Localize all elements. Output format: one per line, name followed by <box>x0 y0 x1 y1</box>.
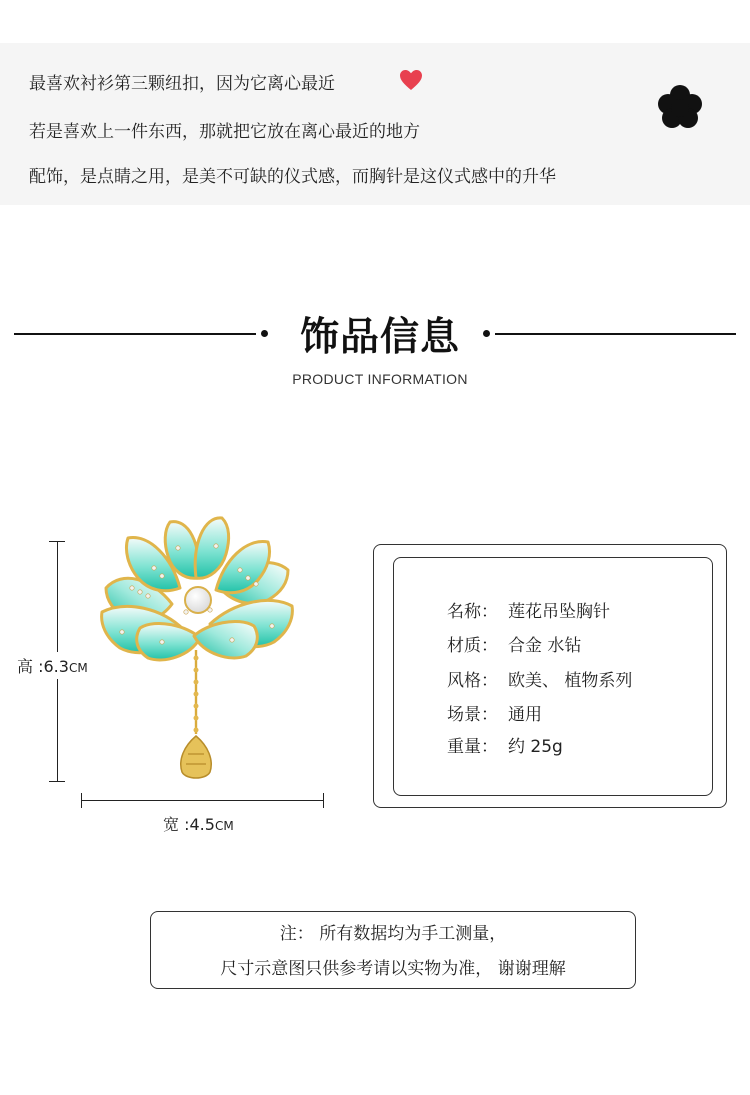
intro-line-1: 最喜欢衬衫第三颗纽扣，因为它离心最近 <box>29 74 335 94</box>
width-dimension-cap-left <box>81 793 82 808</box>
lotus-brooch-illustration <box>92 508 302 790</box>
info-row-style <box>447 666 632 691</box>
height-dimension-cap-top <box>49 541 65 542</box>
info-key: 重量： <box>447 737 498 757</box>
flower-icon <box>656 84 704 130</box>
title-rule-left <box>14 333 256 335</box>
note-line-2: 尺寸示意图只供参考请以实物为准， 谢谢理解 <box>220 959 566 979</box>
width-unit: CM <box>214 819 234 833</box>
intro-line-3: 配饰，是点睛之用，是美不可缺的仪式感，而胸针是这仪式感中的升华 <box>29 167 556 187</box>
info-value: 合金 水钻 <box>508 636 582 656</box>
info-value: 莲花吊坠胸针 <box>508 602 610 622</box>
note-line-1: 注： 所有数据均为手工测量， <box>279 924 507 944</box>
title-dot-right <box>483 330 490 337</box>
info-key: 场景： <box>447 705 498 725</box>
info-value: 通用 <box>508 705 542 725</box>
info-row-occasion <box>447 700 542 725</box>
heart-icon <box>399 69 423 91</box>
info-key: 名称： <box>447 602 498 622</box>
info-row-name <box>447 597 610 622</box>
info-row-material <box>447 631 581 656</box>
width-dimension-cap-right <box>323 793 324 808</box>
section-subtitle: PRODUCT INFORMATION <box>292 371 468 387</box>
width-dimension-line <box>81 800 324 801</box>
title-rule-right <box>495 333 736 335</box>
width-label <box>163 812 234 835</box>
info-key: 材质： <box>447 636 498 656</box>
width-value: 宽 :4.5 <box>163 815 215 834</box>
section-title: 饰品信息 <box>299 315 460 360</box>
height-unit: CM <box>68 661 88 675</box>
height-value: 高 :6.3 <box>17 657 69 676</box>
height-dimension-cap-bottom <box>49 781 65 782</box>
height-label <box>17 652 88 679</box>
info-row-weight <box>447 732 563 757</box>
info-value: 约 25g <box>508 737 563 757</box>
intro-line-2: 若是喜欢上一件东西，那就把它放在离心最近的地方 <box>29 122 420 142</box>
info-value: 欧美、 植物系列 <box>508 671 633 691</box>
info-key: 风格： <box>447 671 498 691</box>
